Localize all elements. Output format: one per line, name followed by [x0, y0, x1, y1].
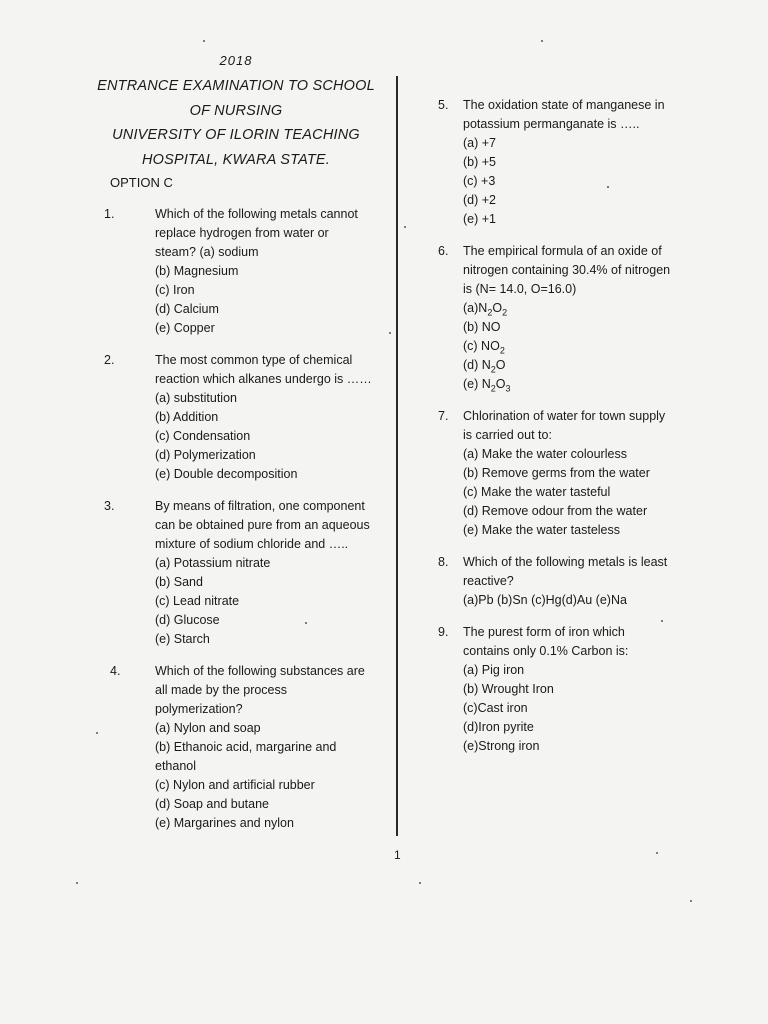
answer-option [463, 318, 688, 337]
question-7 [438, 407, 688, 540]
question-2 [86, 351, 386, 484]
scan-speck [656, 852, 658, 854]
answer-option: (a) Potassium nitrate [155, 556, 271, 570]
formula-part: O [495, 358, 506, 372]
formula-part: (e) N [463, 377, 491, 391]
question-text-line: The purest form of iron which [463, 625, 625, 639]
answer-option: (e)Strong iron [463, 739, 540, 753]
question-text-line: is (N= 14.0, O=16.0) [463, 282, 577, 296]
question-text-line: The empirical formula of an oxide of [463, 244, 662, 258]
answer-option [463, 337, 688, 356]
exam-year: 2018 [219, 53, 253, 68]
question-body [155, 205, 386, 338]
question-body [463, 242, 688, 394]
answer-option: (b) Ethanoic acid, margarine and [155, 740, 337, 754]
scan-speck [76, 882, 78, 884]
question-text-line: all made by the process [155, 683, 288, 697]
formula-subscript: 2 [490, 364, 496, 375]
formula-part: (a)N [463, 301, 488, 315]
formula-subscript: 2 [487, 307, 493, 318]
formula-subscript: 2 [502, 307, 508, 318]
answer-option: (b) Sand [155, 575, 203, 589]
question-5 [438, 96, 688, 229]
answer-option: (a) Pig iron [463, 663, 525, 677]
title-line-2: OF NURSING [189, 102, 283, 119]
question-body [463, 96, 688, 229]
question-body [463, 407, 688, 540]
answer-option: (a)Pb (b)Sn (c)Hg(d)Au (e)Na [463, 593, 627, 607]
answer-option: (d) +2 [463, 193, 497, 207]
question-number: 9. [438, 625, 449, 639]
scan-speck [203, 40, 205, 42]
answer-option: (e) Copper [155, 321, 215, 335]
formula-part: (b) NO [463, 320, 501, 334]
answer-option: (a) +7 [463, 136, 497, 150]
answer-option: (a) Nylon and soap [155, 721, 261, 735]
answer-option: (b) Wrought Iron [463, 682, 554, 696]
question-number: 3. [104, 499, 115, 513]
question-number: 5. [438, 98, 449, 112]
answer-option: (d) Glucose [155, 613, 220, 627]
question-body [155, 351, 386, 484]
question-text-line: mixture of sodium chloride and ….. [155, 537, 349, 551]
question-4 [86, 662, 386, 833]
answer-option: (e) Starch [155, 632, 210, 646]
scan-speck [404, 226, 406, 228]
formula-subscript: 3 [505, 383, 511, 394]
question-text-line: nitrogen containing 30.4% of nitrogen [463, 263, 671, 277]
answer-option: (a) Make the water colourless [463, 447, 627, 461]
scan-speck [541, 40, 543, 42]
question-3 [86, 497, 386, 649]
answer-option: (d) Remove odour from the water [463, 504, 648, 518]
option-label: OPTION C [110, 175, 173, 190]
question-number: 7. [438, 409, 449, 423]
right-column [438, 96, 688, 769]
answer-option: (c) Make the water tasteful [463, 485, 611, 499]
question-text-line: polymerization? [155, 702, 243, 716]
answer-option: (c) Iron [155, 283, 195, 297]
scan-speck [389, 332, 391, 334]
question-text-line: The oxidation state of manganese in [463, 98, 665, 112]
question-text-line: Chlorination of water for town supply [463, 409, 666, 423]
question-body [155, 662, 386, 833]
question-text-line: Which of the following substances are [155, 664, 365, 678]
title-line-1: ENTRANCE EXAMINATION TO SCHOOL [97, 78, 375, 94]
question-text-line: Which of the following metals cannot [155, 207, 358, 221]
answer-option: (d) Calcium [155, 302, 219, 316]
question-body [463, 623, 688, 756]
answer-option: (b) Magnesium [155, 264, 239, 278]
answer-option: (b) Remove germs from the water [463, 466, 650, 480]
question-text-line: contains only 0.1% Carbon is: [463, 644, 629, 658]
title-line-4: HOSPITAL, KWARA STATE. [141, 151, 331, 168]
formula-part: O [495, 377, 506, 391]
question-number: 1. [104, 207, 115, 221]
question-text-line: is carried out to: [463, 428, 552, 442]
answer-option: (e) Make the water tasteless [463, 523, 621, 537]
title-line-3: UNIVERSITY OF ILORIN TEACHING [112, 127, 360, 143]
question-text-line: The most common type of chemical [155, 353, 353, 367]
question-body [463, 553, 688, 610]
question-number: 4. [110, 664, 121, 678]
formula-part: (d) N [463, 358, 491, 372]
answer-option: (c) Lead nitrate [155, 594, 240, 608]
column-divider [396, 76, 398, 836]
question-6 [438, 242, 688, 394]
scan-speck [661, 620, 663, 622]
question-text-line: steam? (a) sodium [155, 245, 259, 259]
formula-subscript: 2 [499, 345, 505, 356]
answer-option [463, 299, 688, 318]
scan-speck [690, 900, 692, 902]
question-9 [438, 623, 688, 756]
answer-option: (c) +3 [463, 174, 496, 188]
answer-option: ethanol [155, 759, 197, 773]
answer-option: (c) Condensation [155, 429, 251, 443]
question-text-line: By means of filtration, one component [155, 499, 365, 513]
question-number: 8. [438, 555, 449, 569]
scan-speck [305, 622, 307, 624]
scan-speck [607, 186, 609, 188]
scan-speck [96, 732, 98, 734]
question-text-line: reactive? [463, 574, 514, 588]
question-text-line: can be obtained pure from an aqueous [155, 518, 370, 532]
answer-option: (b) +5 [463, 155, 497, 169]
question-number: 2. [104, 353, 115, 367]
answer-option: (e) Margarines and nylon [155, 816, 294, 830]
question-number: 6. [438, 244, 449, 258]
formula-part: (c) NO [463, 339, 500, 353]
left-column [86, 52, 386, 833]
answer-option [463, 356, 688, 375]
question-8 [438, 553, 688, 610]
answer-option: (d) Soap and butane [155, 797, 269, 811]
answer-option: (c)Cast iron [463, 701, 528, 715]
answer-option: (e) Double decomposition [155, 467, 298, 481]
formula-subscript: 2 [490, 383, 496, 394]
question-text-line: potassium permanganate is ….. [463, 117, 640, 131]
answer-option [463, 375, 688, 394]
answer-option: (a) substitution [155, 391, 237, 405]
answer-option: (d) Polymerization [155, 448, 256, 462]
question-text-line: replace hydrogen from water or [155, 226, 329, 240]
question-body [155, 497, 386, 649]
answer-option: (e) +1 [463, 212, 497, 226]
question-text-line: Which of the following metals is least [463, 555, 668, 569]
question-text-line: reaction which alkanes undergo is …… [155, 372, 372, 386]
formula-part: O [492, 301, 503, 315]
answer-option: (c) Nylon and artificial rubber [155, 778, 315, 792]
question-1 [86, 205, 386, 338]
page-number: 1 [394, 848, 401, 862]
answer-option: (b) Addition [155, 410, 219, 424]
answer-option: (d)Iron pyrite [463, 720, 534, 734]
scan-speck [419, 882, 421, 884]
exam-header [86, 52, 386, 172]
